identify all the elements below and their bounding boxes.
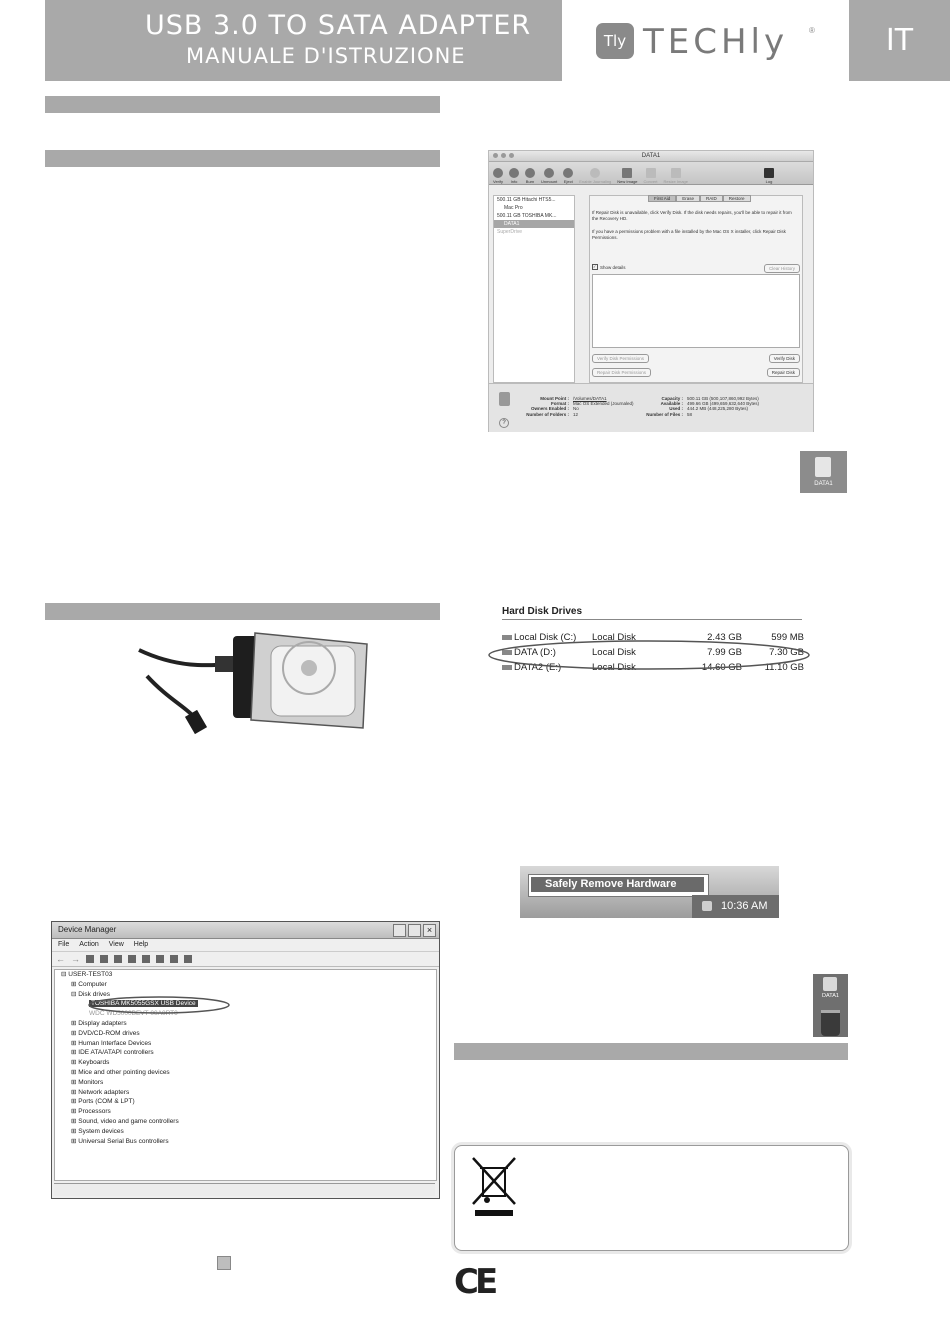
first-aid-panel <box>589 195 803 383</box>
tree-item[interactable]: ⊞ IDE ATA/ATAPI controllers <box>71 1049 154 1057</box>
new-image-tool[interactable]: New Image <box>617 168 637 184</box>
drive-name: DATA (D:) <box>502 647 592 658</box>
scan-icon[interactable] <box>142 955 150 963</box>
drive-total: 7.99 GB <box>707 647 742 658</box>
disable-icon[interactable] <box>184 955 192 963</box>
eject-icon-label: DATA1 <box>822 993 839 999</box>
header-banner <box>45 0 562 81</box>
tree-item-highlighted[interactable]: TOSHIBA MK5055GSX USB Device <box>91 1000 196 1008</box>
device-manager-title: Device Manager <box>58 925 117 934</box>
section-bar-3 <box>45 603 440 620</box>
log-tool[interactable]: Log <box>764 168 774 184</box>
tree-item[interactable]: ⊞ Monitors <box>71 1078 104 1086</box>
drive-total: 14.60 GB <box>701 662 742 673</box>
update-driver-icon[interactable] <box>100 955 108 963</box>
help-icon[interactable] <box>128 955 136 963</box>
title-line1: USB 3.0 TO SATA ADAPTER <box>145 10 532 41</box>
brand-badge: Tly <box>596 23 634 59</box>
properties-icon[interactable] <box>86 955 94 963</box>
drive-name: DATA2 (E:) <box>502 662 592 673</box>
view-icon[interactable] <box>156 955 164 963</box>
log-icon <box>764 168 774 178</box>
sidebar-volume-data1[interactable]: DATA1 <box>494 220 574 228</box>
eject-tool[interactable]: Eject <box>563 168 573 184</box>
journaling-icon <box>590 168 600 178</box>
tooltip-frame <box>528 874 709 897</box>
usb-drive-icon <box>815 457 831 477</box>
menu-view[interactable]: View <box>108 941 124 948</box>
repair-permissions-button[interactable]: Repair Disk Permissions <box>592 368 651 377</box>
mac-tabs <box>648 195 751 202</box>
device-manager-titlebar <box>52 922 439 939</box>
drive-free: 7.30 GB <box>769 647 804 658</box>
burn-tool[interactable]: Burn <box>525 168 535 184</box>
tree-item[interactable]: ⊞ Universal Serial Bus controllers <box>71 1137 169 1145</box>
info-right-labels: Capacity : Available : Used : Number of Files : <box>646 396 683 417</box>
device-manager-window <box>51 921 440 1199</box>
section-bar-1 <box>45 96 440 113</box>
tree-item[interactable]: ⊞ Human Interface Devices <box>71 1039 152 1047</box>
tab-restore[interactable]: Restore <box>723 195 751 202</box>
forward-icon[interactable]: → <box>71 954 80 964</box>
show-details-checkbox[interactable]: ✓ Show details <box>593 264 626 270</box>
drive-type: Local Disk <box>592 632 636 643</box>
brand-name: TECHly <box>643 22 789 62</box>
tab-first-aid[interactable]: First Aid <box>648 195 676 202</box>
sidebar-disk-2[interactable]: 500.11 GB TOSHIBA MK... <box>497 213 557 219</box>
sidebar-volume-1[interactable]: Mac Pro <box>504 205 523 211</box>
tree-item[interactable]: ⊞ Ports (COM & LPT) <box>71 1098 135 1106</box>
info-right-values: 500.11 GB (500,107,860,992 Bytes) 499.66 GB (499,659,632,640 Bytes) 444.2 MB (448,225,280 Bytes) 58 <box>687 396 760 417</box>
verify-permissions-button[interactable]: Verify Disk Permissions <box>592 354 649 363</box>
details-log-area <box>592 274 800 348</box>
tree-item[interactable]: ⊞ Mice and other pointing devices <box>71 1068 170 1076</box>
tree-item[interactable]: ⊞ Processors <box>71 1108 111 1116</box>
sidebar-disk-1[interactable]: 500.11 GB Hitachi HTS5... <box>497 197 556 203</box>
sidebar-superdrive[interactable]: SuperDrive <box>497 229 523 235</box>
registered-mark: ® <box>809 26 815 35</box>
tray-clock: 10:36 AM <box>721 900 768 912</box>
verify-tool[interactable]: Verify <box>493 168 503 184</box>
print-icon[interactable] <box>114 955 122 963</box>
device-highlight-ellipse <box>87 995 232 1015</box>
verify-disk-button[interactable]: Verify Disk <box>769 354 800 363</box>
section-bar-2 <box>45 150 440 167</box>
highlight-ellipse <box>486 638 812 672</box>
hard-disk-drives-title: Hard Disk Drives <box>502 606 802 620</box>
burn-icon <box>525 168 535 178</box>
safely-remove-icon[interactable] <box>702 901 712 911</box>
maximize-icon[interactable] <box>408 924 421 937</box>
trash-icon <box>821 1010 840 1036</box>
checkbox-check-icon: ✓ <box>593 264 597 269</box>
drag-to-trash-illustration <box>813 974 848 1037</box>
help-button[interactable]: ? <box>499 418 509 428</box>
back-icon[interactable]: ← <box>56 954 65 964</box>
mac-sidebar <box>493 195 575 383</box>
first-aid-message-1: If Repair Disk is unavailable, click Verify Disk. If the disk needs repairs, you'll be able to repair it from the Recovery HD. <box>592 210 792 221</box>
tree-item[interactable]: ⊞ Network adapters <box>71 1088 130 1096</box>
unmount-tool[interactable]: Unmount <box>541 168 557 184</box>
tree-item[interactable]: ⊞ Sound, video and game controllers <box>71 1117 179 1125</box>
data1-icon-label: DATA1 <box>814 481 833 487</box>
menu-action[interactable]: Action <box>79 941 99 948</box>
drive-name: Local Disk (C:) <box>502 632 592 643</box>
drive-free: 599 MB <box>771 632 804 643</box>
menu-file[interactable]: File <box>58 941 70 948</box>
title-line2: MANUALE D'ISTRUZIONE <box>186 44 466 68</box>
weee-notice-box <box>454 1145 849 1251</box>
first-aid-message-2: If you have a permissions problem with a file installed by the Mac OS X installer, click Repair Disk Permissions. <box>592 229 786 240</box>
info-icon <box>509 168 519 178</box>
adapter-product-photo <box>137 628 377 740</box>
minimize-icon[interactable] <box>393 924 406 937</box>
mac-disk-utility-screenshot <box>488 150 814 432</box>
new-image-icon <box>622 168 632 178</box>
tab-raid[interactable]: RAID <box>700 195 723 202</box>
resize-image-icon <box>671 168 681 178</box>
info-left-labels: Mount Point : Format : Owners Enabled : Number of Folders : <box>526 396 569 417</box>
eject-icon <box>563 168 573 178</box>
device-manager-toolbar <box>52 952 439 967</box>
unmount-icon <box>544 168 554 178</box>
mac-window-title: DATA1 <box>489 151 813 162</box>
drive-type: Local Disk <box>592 647 636 658</box>
data1-desktop-icon <box>800 451 847 493</box>
tree-item[interactable]: ⊞ Display adapters <box>71 1019 127 1027</box>
tree-item[interactable]: ⊟ Disk drives <box>71 990 111 998</box>
device-manager-menu <box>52 939 439 952</box>
menu-help[interactable]: Help <box>133 941 149 948</box>
drive-free: 11.10 GB <box>764 662 804 673</box>
verify-icon <box>493 168 503 178</box>
safely-remove-inline-icon <box>217 1256 231 1270</box>
close-icon[interactable]: × <box>423 924 436 937</box>
journaling-tool[interactable]: Enable Journaling <box>579 168 611 184</box>
drive-icon <box>499 392 510 406</box>
drive-type: Local Disk <box>592 662 636 673</box>
resize-image-tool[interactable]: Resize Image <box>664 168 688 184</box>
tree-item[interactable]: ⊞ DVD/CD-ROM drives <box>71 1029 140 1037</box>
info-left-values: /Volumes/DATA1 Mac OS Extended (Journaled) No 12 <box>573 396 634 417</box>
taskbar-tray <box>520 866 779 918</box>
section-bar-4 <box>454 1043 848 1060</box>
info-tool[interactable]: Info <box>509 168 519 184</box>
tab-erase[interactable]: Erase <box>676 195 700 202</box>
device-manager-statusbar <box>54 1183 435 1196</box>
tree-root[interactable]: ⊟ USER-TEST03 <box>61 971 113 978</box>
crossed-bin-icon <box>469 1154 519 1216</box>
convert-tool[interactable]: Convert <box>644 168 658 184</box>
convert-icon <box>646 168 656 178</box>
usb-drive-icon <box>823 977 837 991</box>
volume-info <box>489 383 813 432</box>
uninstall-icon[interactable] <box>170 955 178 963</box>
tree-item[interactable]: WDC WD5000BEVT-00A0RT0 <box>89 1010 178 1018</box>
language-code: IT <box>849 0 950 81</box>
repair-disk-button[interactable]: Repair Disk <box>767 368 800 377</box>
ce-mark: CE <box>454 1262 495 1302</box>
safely-remove-hardware-button[interactable]: Safely Remove Hardware <box>531 877 704 892</box>
drive-total: 2.43 GB <box>707 632 742 643</box>
system-tray <box>692 895 779 918</box>
brand-logo <box>563 0 848 81</box>
mac-toolbar <box>489 162 813 185</box>
tree-item[interactable]: ⊞ Computer <box>71 980 107 988</box>
tree-item[interactable]: ⊞ System devices <box>71 1127 124 1135</box>
tree-item[interactable]: ⊞ Keyboards <box>71 1059 110 1067</box>
clear-history-button[interactable]: Clear History <box>764 264 800 273</box>
